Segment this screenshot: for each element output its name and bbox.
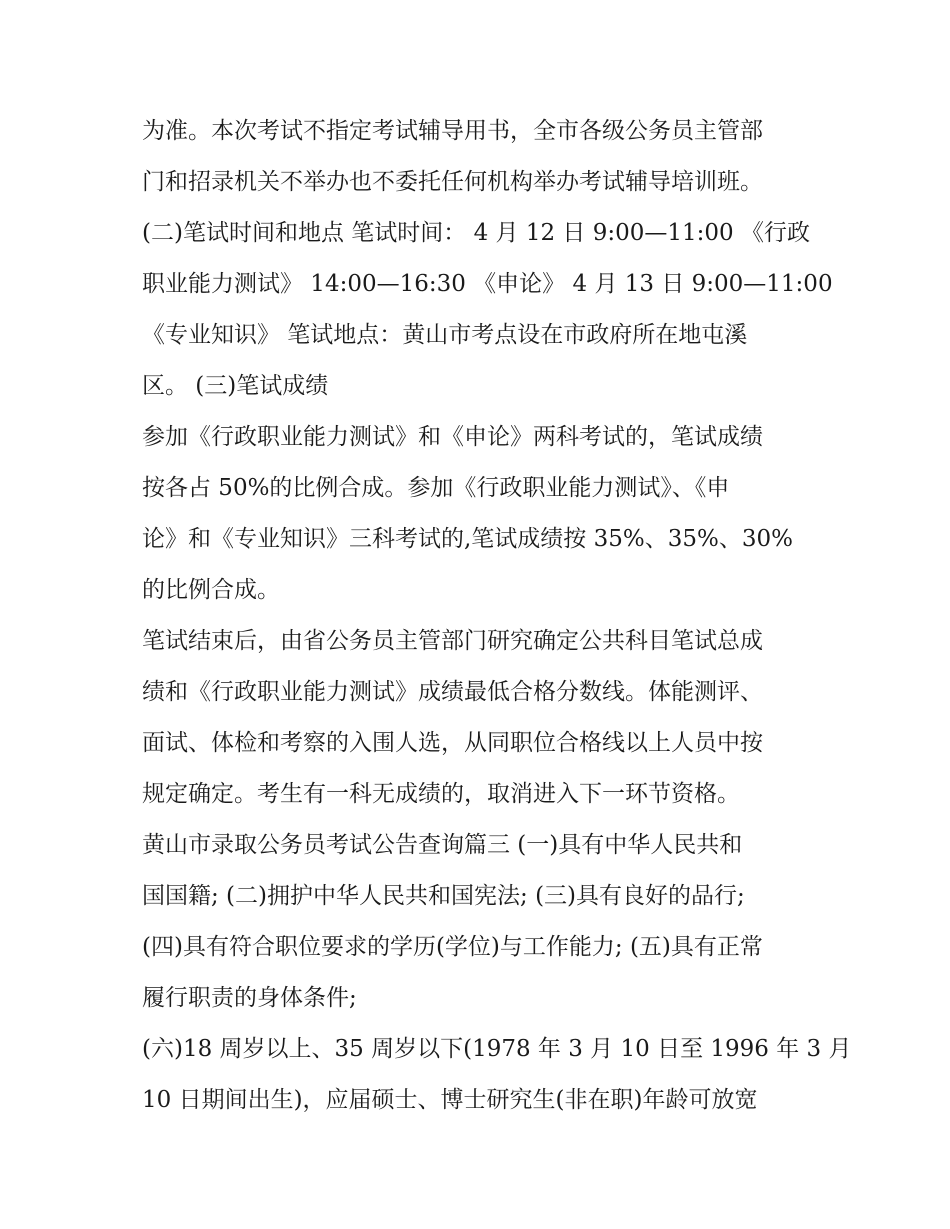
text-line: 10 日期间出生)，应届硕士、博士研究生(非在职)年龄可放宽 xyxy=(142,1087,758,1113)
text-line: 笔试结束后，由省公务员主管部门研究确定公共科目笔试总成 xyxy=(142,628,763,654)
text-line: (四)具有符合职位要求的学历(学位)与工作能力; (五)具有正常 xyxy=(142,934,763,960)
text-line: 国国籍; (二)拥护中华人民共和国宪法; (三)具有良好的品行; xyxy=(142,883,745,909)
text-line: (二)笔试时间和地点 笔试时间： 4 月 12 日 9:00—11:00 《行政 xyxy=(142,220,810,246)
text-line: 门和招录机关不举办也不委托任何机构举办考试辅导培训班。 xyxy=(142,169,763,195)
text-line: 规定确定。考生有一科无成绩的，取消进入下一环节资格。 xyxy=(142,781,740,807)
text-line: 的比例合成。 xyxy=(142,577,280,603)
text-line: 职业能力测试》 14:00—16:30 《申论》 4 月 13 日 9:00—11:00 xyxy=(142,271,833,297)
text-line: (六)18 周岁以上、35 周岁以下(1978 年 3 月 10 日至 1996 年 3 月 xyxy=(142,1036,852,1062)
text-line: 参加《行政职业能力测试》和《申论》两科考试的，笔试成绩 xyxy=(142,424,763,450)
text-line: 《专业知识》 笔试地点：黄山市考点设在市政府所在地屯溪 xyxy=(142,322,748,348)
text-line: 区。 (三)笔试成绩 xyxy=(142,373,329,399)
text-line: 论》和《专业知识》三科考试的,笔试成绩按 35%、35%、30% xyxy=(142,526,793,552)
text-line: 面试、体检和考察的入围人选，从同职位合格线以上人员中按 xyxy=(142,730,763,756)
text-line: 为准。本次考试不指定考试辅导用书，全市各级公务员主管部 xyxy=(142,118,763,144)
text-line: 按各占 50%的比例合成。参加《行政职业能力测试》、《申 xyxy=(142,475,730,501)
document-body xyxy=(142,106,852,1126)
text-line: 履行职责的身体条件; xyxy=(142,985,357,1011)
text-line: 绩和《行政职业能力测试》成绩最低合格分数线。体能测评、 xyxy=(142,679,763,705)
text-line: 黄山市录取公务员考试公告查询篇三 (一)具有中华人民共和 xyxy=(142,832,743,858)
